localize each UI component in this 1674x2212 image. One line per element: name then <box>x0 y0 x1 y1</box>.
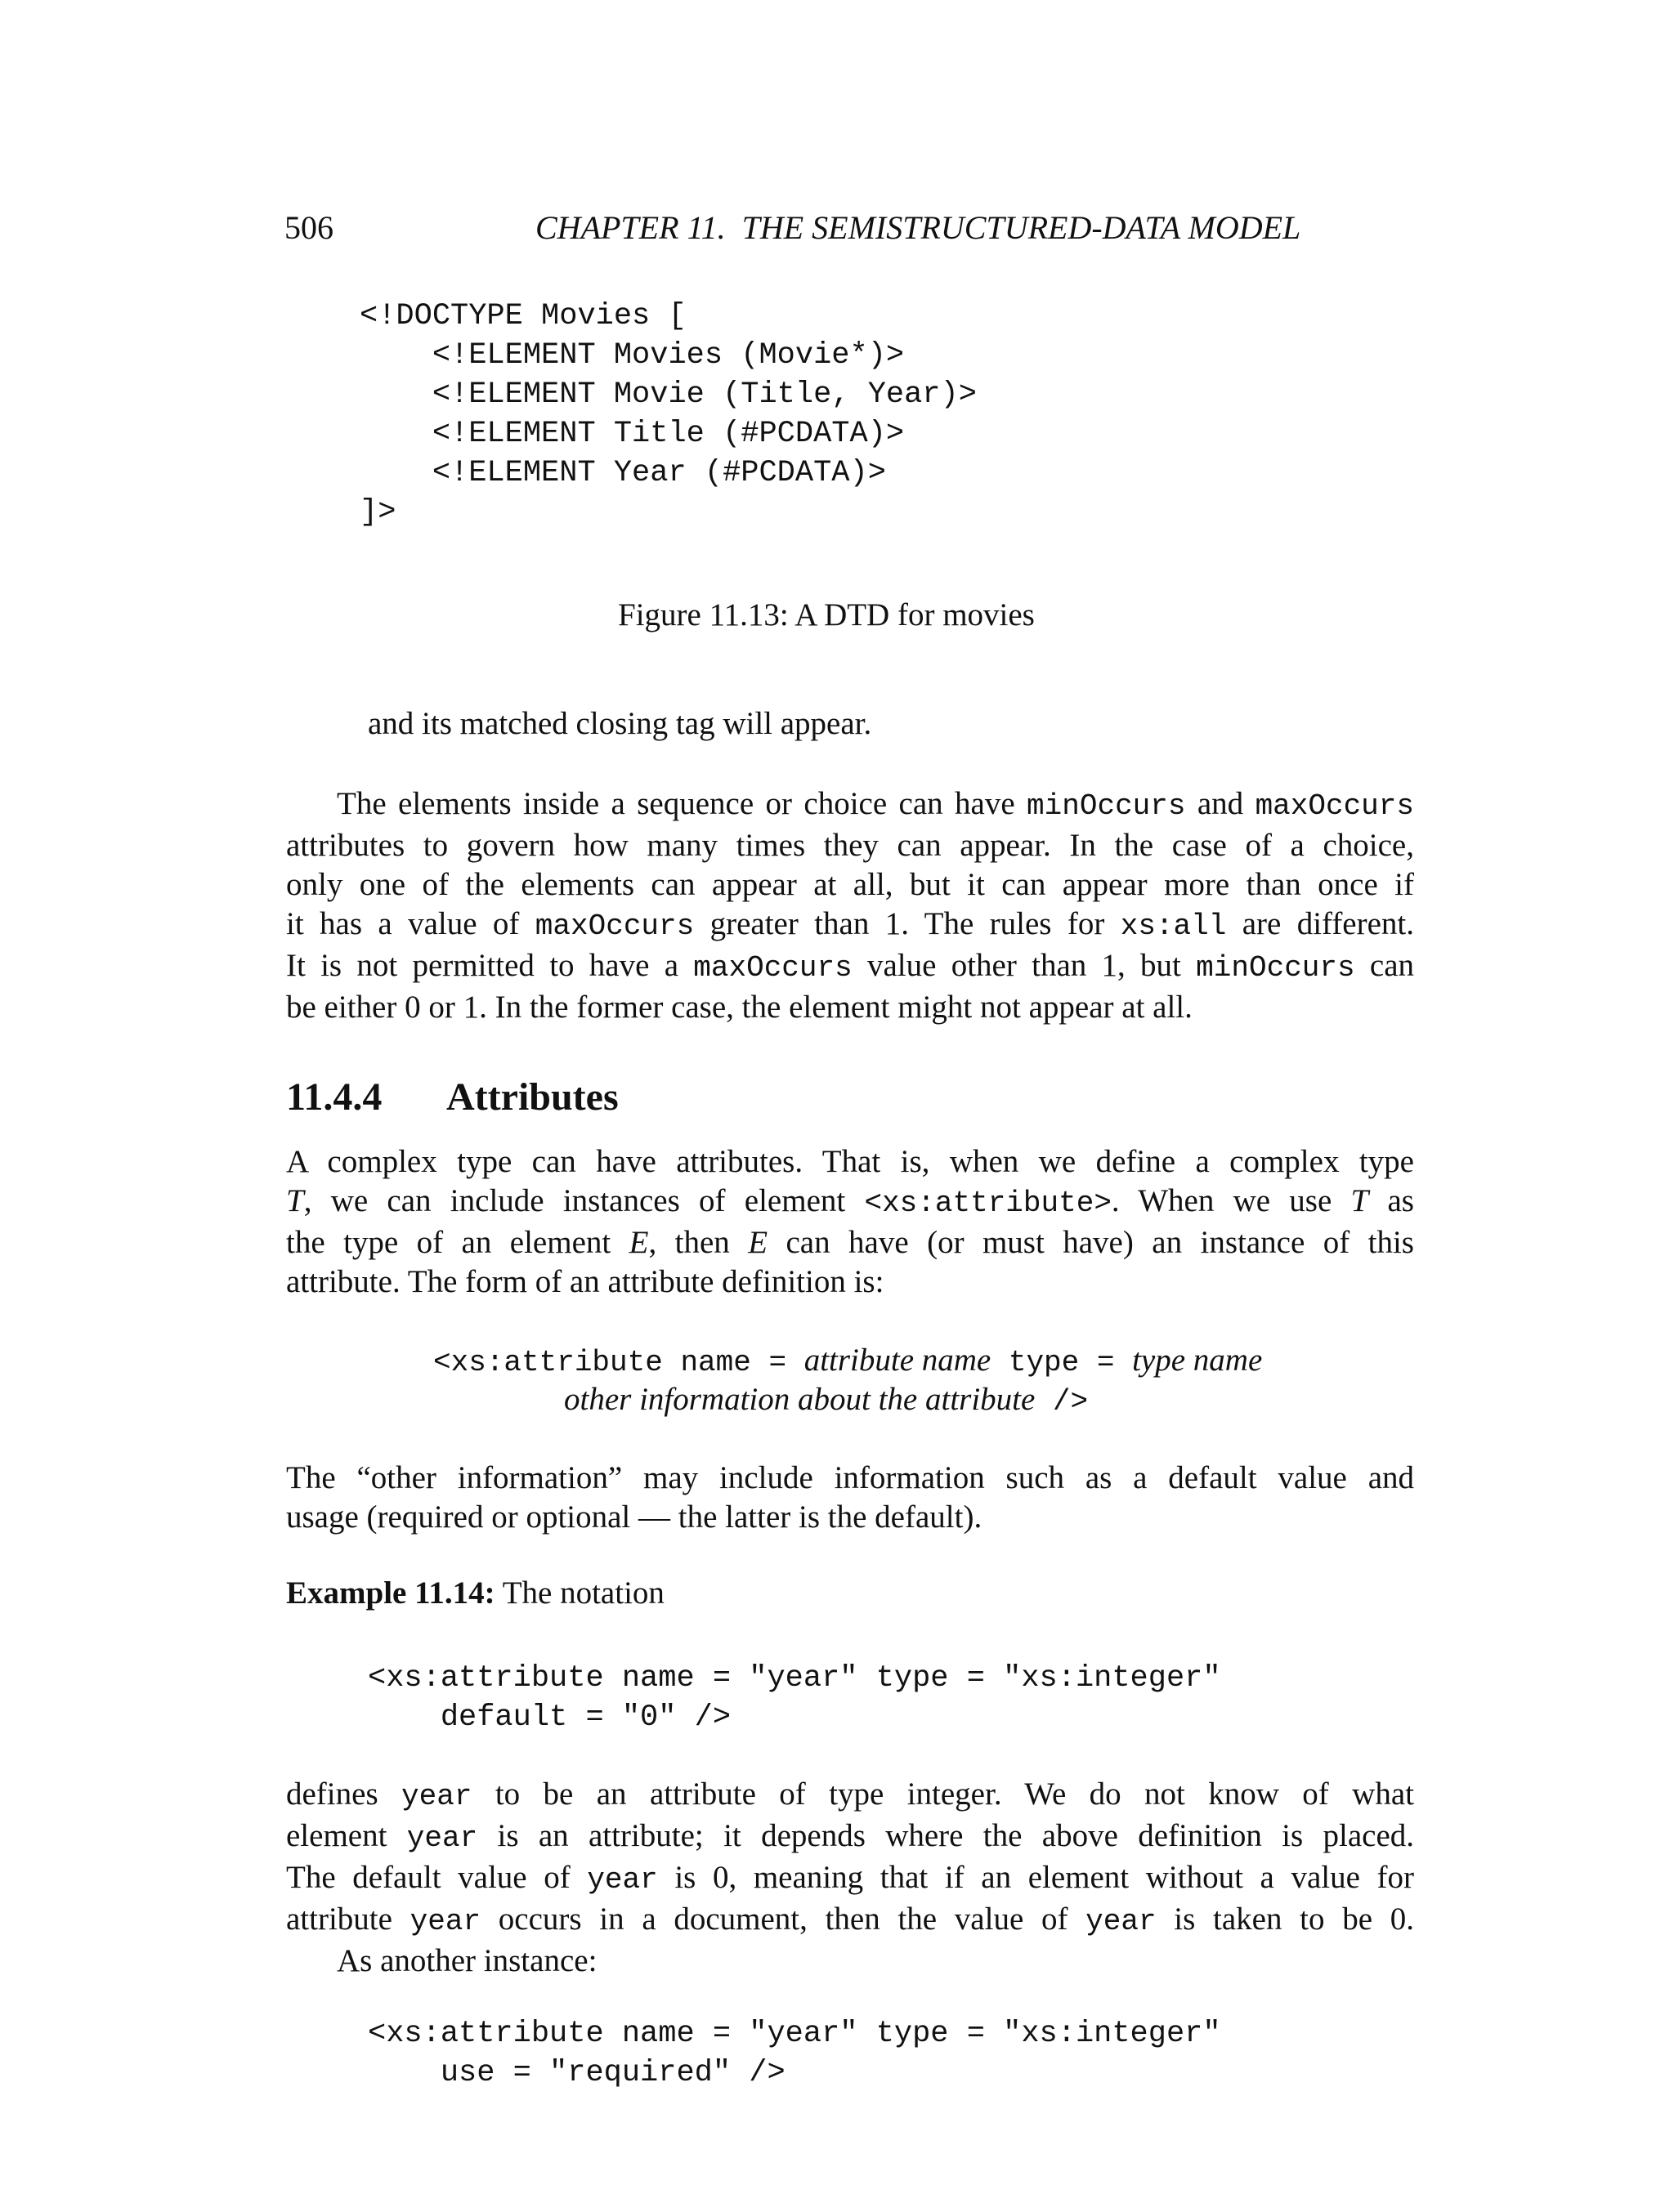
example-code-line: default = "0" /> <box>368 1700 732 1735</box>
page-number: 506 <box>284 209 333 246</box>
paragraph-occurs <box>286 784 1414 1027</box>
dtd-code-line: <!ELEMENT Year (#PCDATA)> <box>360 456 886 490</box>
running-title: CHAPTER 11. THE SEMISTRUCTURED-DATA MODEL <box>535 209 1301 246</box>
dtd-code-line: <!ELEMENT Title (#PCDATA)> <box>360 417 905 451</box>
section-heading <box>286 1075 619 1119</box>
paragraph-line: As another instance: <box>337 1943 598 1978</box>
attribute-form-line: other information about the attribute /> <box>564 1382 1089 1419</box>
paragraph-continuation <box>368 704 1103 744</box>
paragraph-attributes <box>286 1142 1414 1302</box>
paragraph-line: defines year to be an attribute of type integer. We do not know of what <box>286 1776 1414 1813</box>
example-code-line: <xs:attribute name = "year" type = "xs:integer" <box>368 1661 1221 1696</box>
paragraph-line: element year is an attribute; it depends where the above definition is placed. <box>286 1818 1415 1855</box>
paragraph-line: T, we can include instances of element <xs:attribute>. When we use T as <box>286 1183 1414 1220</box>
example-text: The notation <box>495 1575 665 1611</box>
attribute-form-line: <xs:attribute name = attribute name type = type name <box>433 1343 1263 1379</box>
paragraph-line: The elements inside a sequence or choice can have minOccurs and maxOccurs <box>337 786 1414 823</box>
section-title: Attributes <box>446 1075 619 1119</box>
paragraph-other-information <box>286 1459 1414 1537</box>
paragraph-line: usage (required or optional — the latter is the default). <box>286 1499 982 1535</box>
paragraph-line: attribute. The form of an attribute definition is: <box>286 1264 884 1299</box>
paragraph-line: It is not permitted to have a maxOccurs value other than 1, but minOccurs can <box>286 948 1414 985</box>
example-label: Example 11.14: <box>286 1575 495 1611</box>
paragraph-line: and its matched closing tag will appear. <box>368 706 872 741</box>
paragraph-line: attribute year occurs in a document, then the value of year is taken to be 0. <box>286 1901 1414 1938</box>
paragraph-line: it has a value of maxOccurs greater than 1. The rules for xs:all are different. <box>286 906 1414 943</box>
dtd-code-line: <!ELEMENT Movies (Movie*)> <box>360 338 905 373</box>
paragraph-line: The default value of year is 0, meaning that if an element without a value for <box>286 1860 1414 1897</box>
figure-caption: Figure 11.13: A DTD for movies <box>618 597 1035 632</box>
section-number: 11.4.4 <box>286 1075 383 1119</box>
dtd-code-line: <!ELEMENT Movie (Title, Year)> <box>360 378 977 412</box>
paragraph-line: A complex type can have attributes. That is, when we define a complex type <box>286 1144 1414 1179</box>
paragraph-year-default <box>286 1775 1414 1981</box>
paragraph-line: the type of an element E, then E can have (or must have) an instance of this <box>286 1225 1414 1260</box>
dtd-code-line: <!DOCTYPE Movies [ <box>360 299 687 333</box>
paragraph-line: attributes to govern how many times they can appear. In the case of a choice, <box>286 828 1414 863</box>
paragraph-line: be either 0 or 1. In the former case, the element might not appear at all. <box>286 990 1193 1025</box>
paragraph-line: only one of the elements can appear at all, but it can appear more than once if <box>286 867 1414 902</box>
example-code-line: use = "required" /> <box>368 2056 786 2090</box>
dtd-code-line: ]> <box>360 495 396 530</box>
example-code-line: <xs:attribute name = "year" type = "xs:integer" <box>368 2017 1221 2051</box>
paragraph-line: The “other information” may include information such as a default value and <box>286 1460 1414 1495</box>
example-heading <box>286 1575 665 1611</box>
